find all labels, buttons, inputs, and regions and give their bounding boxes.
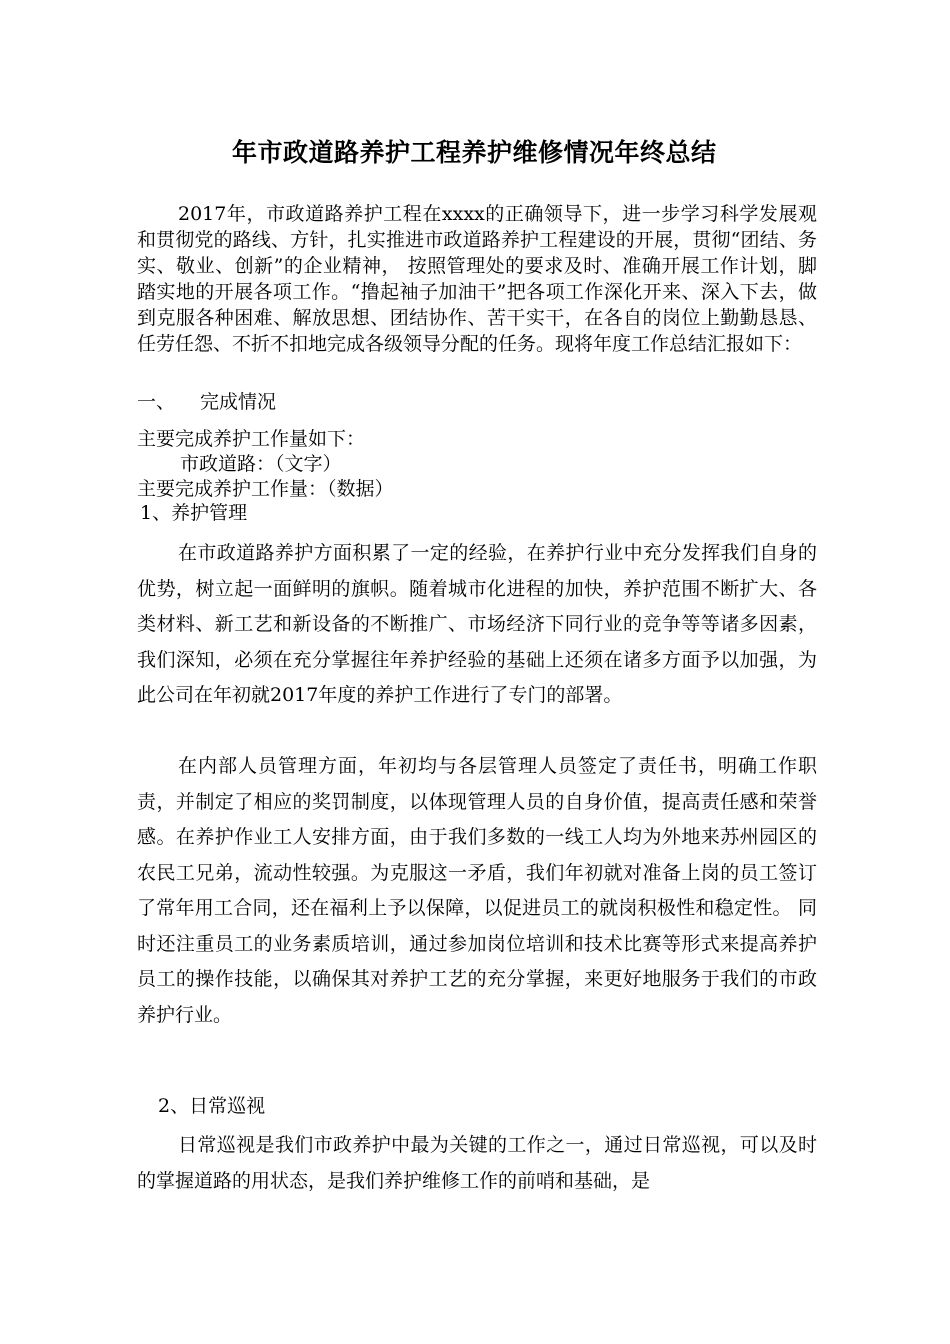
section-label: 完成情况 xyxy=(200,391,277,413)
subheading-maintenance-management: 1、养护管理 xyxy=(140,502,248,524)
body-paragraph: 日常巡视是我们市政养护中最为关键的工作之一，通过日常巡视，可以及时的掌握道路的用状态，是我们养护维修工作的前哨和基础，是 xyxy=(137,1134,817,1192)
subheading-daily-inspection: 2、日常巡视 xyxy=(158,1095,266,1117)
document-title: 年市政道路养护工程养护维修情况年终总结 xyxy=(232,138,717,167)
section-number: 一、 xyxy=(137,391,176,413)
section-heading xyxy=(137,389,276,415)
body-paragraph: 在市政道路养护方面积累了一定的经验，在养护行业中充分发挥我们自身的优势，树立起一面鲜明的旗帜。随着城市化进程的加快，养护范围不断扩大、各类材料、新工艺和新设备的不断推广、市场经济下同行业的竞争等等诸多因素，我们深知，必须在充分掌握往年养护经验的基础上还须在诸多方面予以加强，为此公司在年初就2017年度的养护工作进行了专门的部署。 xyxy=(137,542,817,706)
summary-line: 主要完成养护工作量如下： xyxy=(137,428,366,450)
body-paragraph: 在内部人员管理方面，年初均与各层管理人员签定了责任书，明确工作职责，并制定了相应的奖罚制度，以体现管理人员的自身价值，提高责任感和荣誉感。在养护作业工人安排方面，由于我们多数的一线工人均为外地来苏州园区的农民工兄弟，流动性较强。为克服这一矛盾，我们年初就对准备上岗的员工签订了常年用工合同，还在福利上予以保障，以促进员工的就岗积极性和稳定性。 同时还注重员工的业务素质培训，通过参加岗位培训和技术比赛等形式来提高养护员工的操作技能，以确保其对养护工艺的充分掌握，来更好地服务于我们的市政养护行业。 xyxy=(137,755,817,1026)
summary-line: 市政道路：（文字） xyxy=(180,453,342,475)
intro-paragraph: 2017年，市政道路养护工程在xxxx的正确领导下，进一步学习科学发展观和贯彻党的路线、方针，扎实推进市政道路养护工程建设的开展，贯彻“团结、务实、敬业、创新”的企业精神， 按照管理处的要求及时、准确开展工作计划，脚踏实地的开展各项工作。“撸起袖子加油干”把各项工作深化开来、深入下去，做到克服各种困难、解放思想、团结协作、苦干实干，在各自的岗位上勤勤恳恳、任劳任怨、不折不扣地完成各级领导分配的任务。现将年度工作总结汇报如下： xyxy=(137,203,817,355)
summary-line: 主要完成养护工作量：（数据） xyxy=(137,478,394,500)
